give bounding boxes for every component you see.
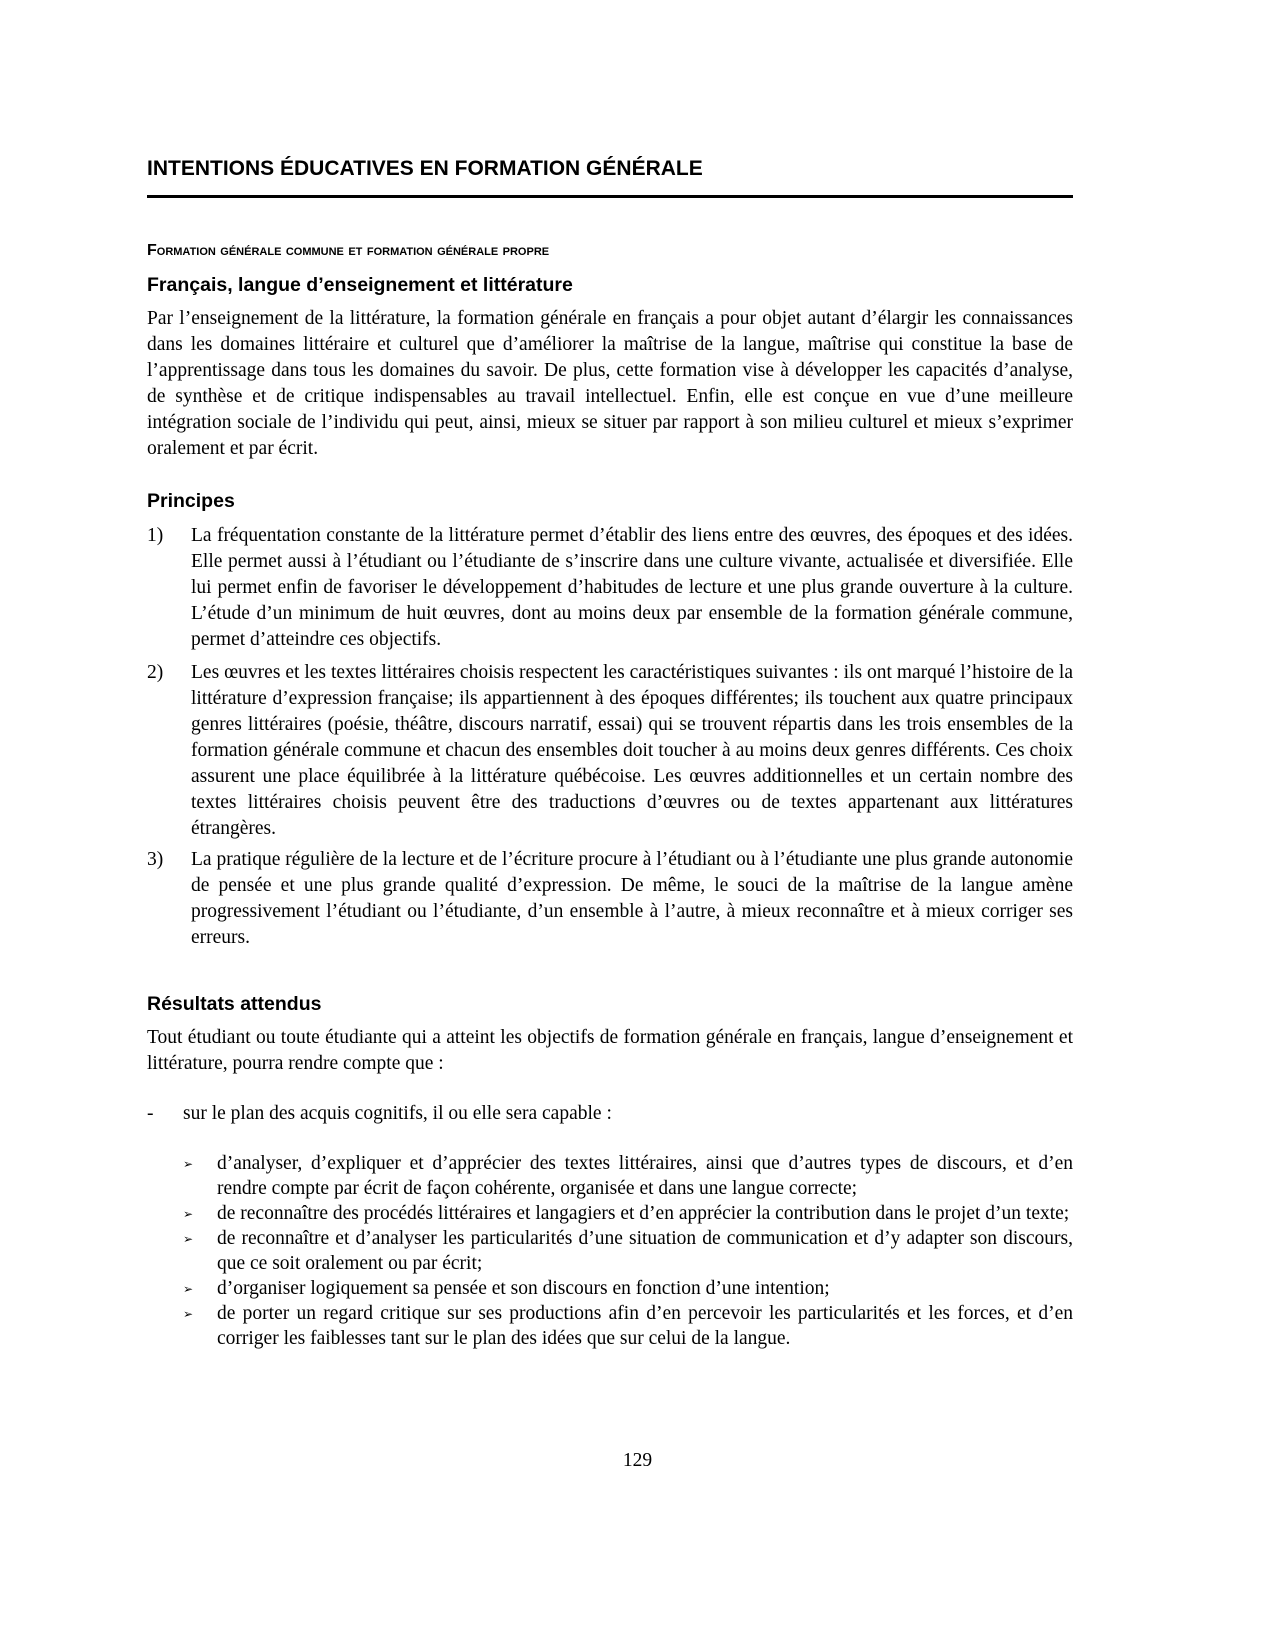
section-subtitle: Formation générale commune et formation générale propre [147, 242, 550, 259]
arrowhead-bullet-icon: ➢ [183, 1307, 194, 1321]
dash-marker: - [147, 1103, 154, 1124]
list-item [183, 1226, 1073, 1276]
principe-item-2 [147, 660, 1073, 842]
item-number: 2) [147, 662, 164, 683]
item-number: 3) [147, 849, 164, 870]
list-item-text: d’organiser logiquement sa pensée et son discours en fonction d’une intention; [217, 1278, 830, 1299]
arrowhead-bullet-icon: ➢ [183, 1157, 194, 1171]
list-item-text: d’analyser, d’expliquer et d’apprécier des textes littéraires, ainsi que d’autres types de discours, et d’en rendre compte par écrit de façon cohérente, organisée et dans une langue correcte; [217, 1153, 1073, 1199]
arrowhead-bullet-icon: ➢ [183, 1232, 194, 1246]
item-text: La fréquentation constante de la littérature permet d’établir des liens entre des œuvres, des époques et des idées. Elle permet aussi à l’étudiant ou l’étudiante de s’inscrire dans une culture vivante, actualisée et diversifiée. Elle lui permet enfin de favoriser le développement d’habitudes de lecture et une plus grande ouverture à la culture. L’étude d’un minimum de huit œuvres, dont au moins deux par ensemble de la formation générale commune, permet d’atteindre ces objectifs. [191, 525, 1073, 650]
principe-item-1 [147, 523, 1073, 653]
list-item [183, 1201, 1073, 1226]
arrowhead-bullet-icon: ➢ [183, 1282, 194, 1296]
list-item [183, 1276, 1073, 1301]
title-rule [147, 195, 1073, 198]
item-text: La pratique régulière de la lecture et de l’écriture procure à l’étudiant ou à l’étudiante une plus grande autonomie de pensée et une plus grande qualité d’expression. De même, le souci de la maîtrise de la langue amène progressivement l’étudiant ou l’étudiante, d’un ensemble à l’autre, à mieux reconnaître et à mieux corriger ses erreurs. [191, 849, 1073, 948]
dash-text: sur le plan des acquis cognitifs, il ou elle sera capable : [183, 1103, 612, 1124]
resultats-intro: Tout étudiant ou toute étudiante qui a atteint les objectifs de formation générale en français, langue d’enseignement et littérature, pourra rendre compte que : [147, 1027, 1073, 1074]
francais-body: Par l’enseignement de la littérature, la formation générale en français a pour objet autant d’élargir les connaissances dans les domaines littéraire et culturel que d’améliorer la maîtrise de la langue, maîtrise qui constitue la base de l’apprentissage dans tous les domaines du savoir. De plus, cette formation vise à développer les capacités d’analyse, de synthèse et de critique indispensables au travail intellectuel. Enfin, elle est conçue en vue d’une meilleure intégration sociale de l’individu qui peut, ainsi, mieux se situer par rapport à son milieu culturel et mieux s’exprimer oralement et par écrit. [147, 308, 1073, 459]
principe-item-3 [147, 847, 1073, 951]
list-item-text: de reconnaître et d’analyser les particularités d’une situation de communication et d’y adapter son discours, que ce soit oralement ou par écrit; [217, 1228, 1073, 1274]
list-item-text: de porter un regard critique sur ses productions afin d’en percevoir les particularités et les forces, et d’en corriger les faiblesses tant sur le plan des idées que sur celui de la langue. [217, 1303, 1073, 1349]
arrowhead-bullet-icon: ➢ [183, 1207, 194, 1221]
francais-heading: Français, langue d’enseignement et littérature [147, 274, 573, 296]
acquis-cognitifs-item [147, 1101, 1073, 1127]
item-number: 1) [147, 525, 164, 546]
list-item [183, 1301, 1073, 1351]
capabilities-list [183, 1151, 1073, 1351]
item-text: Les œuvres et les textes littéraires choisis respectent les caractéristiques suivantes : ils ont marqué l’histoire de la littérature d’expression française; ils appartiennent à des époques différentes; ils touchent aux quatre principaux genres littéraires (poésie, théâtre, discours narratif, essai) qui se trouvent répartis dans les trois ensembles de la formation générale commune et chacun des ensembles doit toucher à au moins deux genres différents. Ces choix assurent une place équilibrée à la littérature québécoise. Les œuvres additionnelles et un certain nombre des textes littéraires choisis peuvent être des traductions d’œuvres ou de textes appartenant aux littératures étrangères. [191, 662, 1073, 839]
list-item [183, 1151, 1073, 1201]
page-number: 129 [622, 1450, 653, 1471]
list-item-text: de reconnaître des procédés littéraires et langagiers et d’en apprécier la contribution dans le projet d’un texte; [217, 1203, 1070, 1224]
principes-heading: Principes [147, 490, 235, 512]
resultats-heading: Résultats attendus [147, 993, 322, 1015]
page-title: INTENTIONS ÉDUCATIVES EN FORMATION GÉNÉRALE [147, 157, 703, 180]
